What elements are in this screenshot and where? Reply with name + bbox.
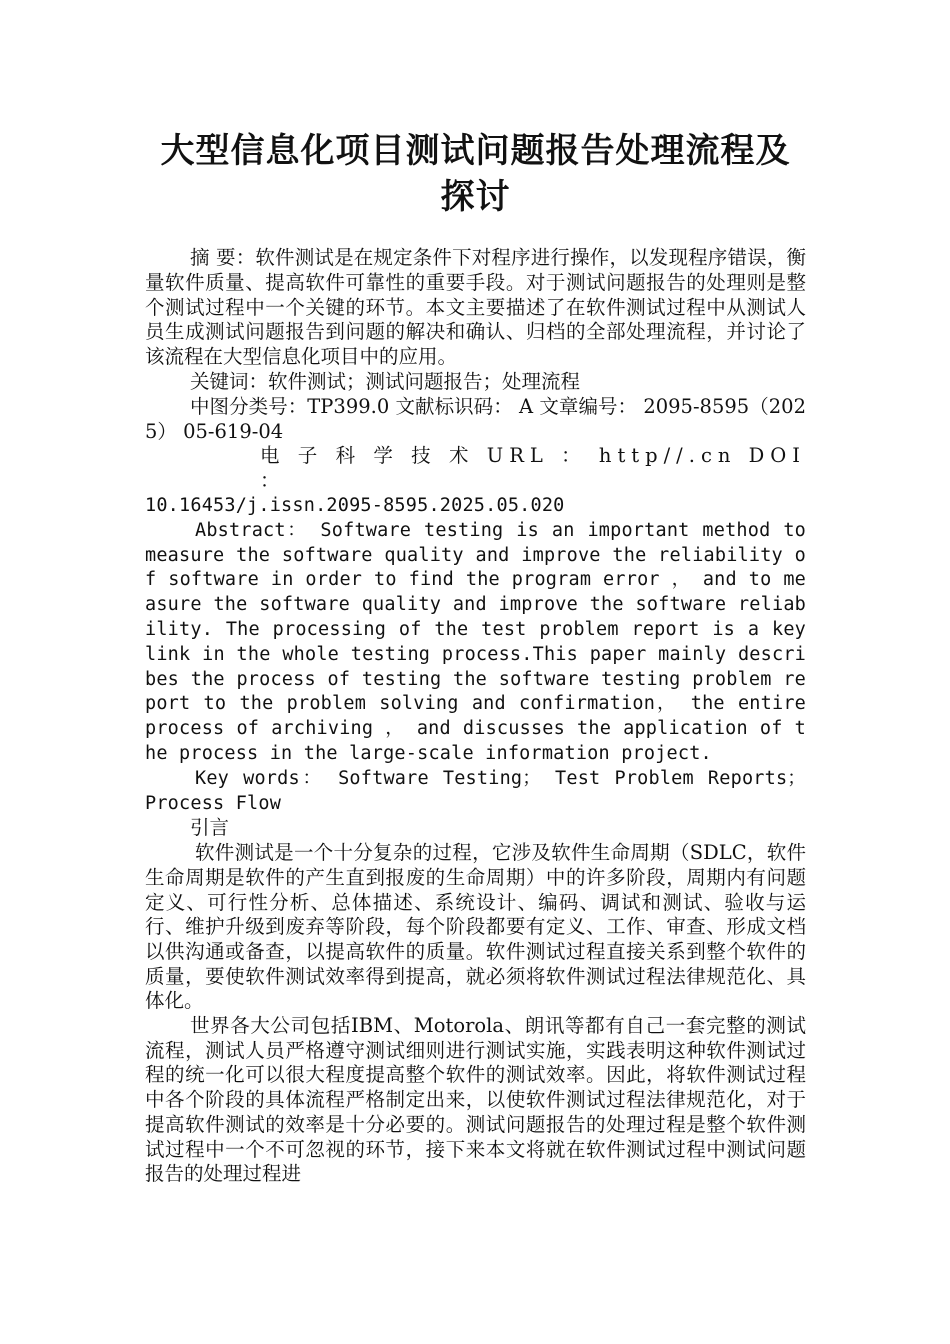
keywords-chinese: 关键词：软件测试；测试问题报告；处理流程: [190, 369, 581, 393]
article-body: [145, 128, 806, 1187]
keywords-english: Key words： Software Testing； Test Problem Reports； Process Flow: [145, 767, 806, 814]
article-title: 大型信息化项目测试问题报告处理流程及探讨: [160, 131, 791, 217]
journal-url-doi: 电 子 科 学 技 术 URL ： http//.cn DOI ：: [260, 444, 806, 493]
classification-info: 中图分类号：TP399.0 文献标识码： A 文章编号： 2095-8595（2025） 05-619-04: [145, 394, 806, 443]
intro-paragraph-1: 软件测试是一个十分复杂的过程，它涉及软件生命周期（SDLC，软件生命周期是软件的产生直到报废的生命周期）中的许多阶段，周期内有问题定义、可行性分析、总体描述、系统设计、编码、调试和测试、验收与运行、维护升级到废弃等阶段，每个阶段都要有定义、工作、审查、形成文档以供沟通或备查，以提高软件的质量。软件测试过程直接关系到整个软件的质量，要使软件测试效率得到提高，就必须将软件测试过程法律规范化、具体化。: [145, 841, 806, 1013]
abstract-english: Abstract： Software testing is an important method to measure the software quality and improve the reliability of software in order to find the program error ， and to measure the software quality and improve the software reliability. The processing of the test problem report is a key link in the whole testing process.This paper mainly describes the process of testing the software testing problem report to the problem solving and confirmation， the entire process of archiving ， and discusses the application of the process in the large-scale information project.: [145, 519, 806, 764]
abstract-chinese: 摘 要：软件测试是在规定条件下对程序进行操作，以发现程序错误，衡量软件质量、提高软件可靠性的重要手段。对于测试问题报告的处理则是整个测试过程中一个关键的环节。本文主要描述了在软件测试过程中从测试人员生成测试问题报告到问题的解决和确认、归档的全部处理流程，并讨论了该流程在大型信息化项目中的应用。: [145, 246, 806, 369]
intro-heading: 引言: [190, 816, 230, 840]
intro-paragraph-2: 世界各大公司包括IBM、Motorola、朗讯等都有自己一套完整的测试流程，测试人员严格遵守测试细则进行测试实施，实践表明这种软件测试过程的统一化可以很大程度提高整个软件的测试效率。因此，将软件测试过程中各个阶段的具体流程严格制定出来，以使软件测试过程法律规范化，对于提高软件测试的效率是十分必要的。测试问题报告的处理过程是整个软件测试过程中一个不可忽视的环节，接下来本文将就在软件测试过程中测试问题报告的处理过程进: [145, 1014, 806, 1186]
doi-number: 10.16453/j.issn.2095-8595.2025.05.020: [145, 494, 565, 516]
